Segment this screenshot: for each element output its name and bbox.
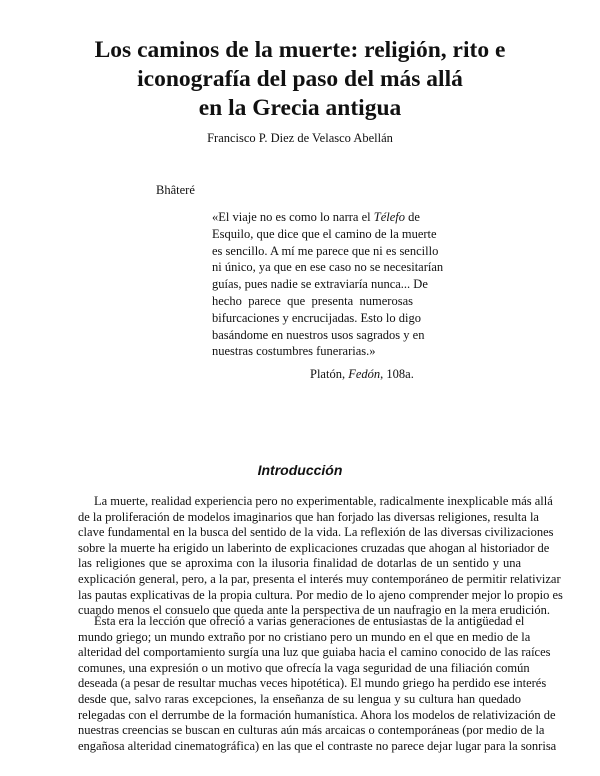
paragraph-line: clave fundamental en la busca del sentido de la vida. La reflexión de las diversas civilizaciones [78,525,554,540]
title-line: en la Grecia antigua [198,95,402,121]
paragraph-line: alteridad del comportamiento surgía una luz que guiaba hacia el camino conocido de las raíces [78,645,551,660]
paragraph-line: La muerte, realidad experiencia pero no experimentable, radicalmente inexplicable más allá [94,494,553,508]
body-paragraph [78,494,563,619]
epigraph-quote [212,209,444,360]
epigraph-line: es sencillo. A mí me parece que ni es sencillo [212,243,439,258]
epigraph-line: Esquilo, que dice que el camino de la muerte [212,226,437,241]
epigraph-line: basándome en nuestros usos sagrados y en [212,327,425,342]
document-title [40,36,560,123]
paragraph-line: cuando menos el consuelo que queda ante la perspectiva de un naufragio en la mera erudición. [78,603,551,618]
epigraph-line [212,209,420,226]
paragraph-line: sobre la muerte ha erigido un laberinto de explicaciones cruzadas que ahogan al historiador de [78,540,550,555]
paragraph-line: desde que, salvo raras excepciones, la enseñanza de su lengua y su cultura han quedado [78,691,521,706]
paragraph-line: de la proliferación de modelos imaginarios que han forjado las diversas religiones, resulta la [78,509,539,524]
paragraph-line: comunes, una expresión o un motivo que ofrecía la vaga seguridad de una filiación común [78,660,530,675]
epigraph-text: «El viaje no es como lo narra el [212,210,374,224]
section-heading: Introducción [257,462,343,478]
paragraph-line: las pautas explicativas de la propia cultura. Por medio de lo ajeno comprender mejor lo propio es [78,587,563,602]
paragraph-line: las religiones que se aproxima con la ilusoria finalidad de dotarlas de un sentido y una [78,556,521,571]
author-name: Francisco P. Diez de Velasco Abellán [207,131,393,145]
paragraph-line: mundo griego; un mundo extraño por no cristiano pero un mundo en el que en medio de la [78,629,531,644]
paragraph-line: nuestras creencias se buscan en culturas aún más arcaicas o contemporáneas (por medio de la [78,723,545,738]
epigraph-line: nuestras costumbres funerarias.» [212,344,376,359]
title-line: Los caminos de la muerte: religión, rito e [94,37,506,63]
epigraph-attribution [310,367,414,382]
epigraph-line: hecho parece que presenta numerosas [212,293,413,308]
attribution-work: Fedón [348,367,381,381]
epigraph-text: de [405,210,420,224]
epigraph-work-title: Télefo [373,210,405,224]
body-paragraph [78,614,557,754]
epigraph-line: bifurcaciones y encrucijadas. Esto lo digo [212,310,421,325]
paragraph-line: deseada (a pesar de resultar muchas veces hipotética). El mundo griego ha perdido ese interés [78,676,547,691]
dedication: Bhâteré [156,183,195,197]
epigraph-line-1 [212,210,420,224]
paragraph-line: engañosa alteridad cinematográfica) en las que el contraste no parece dejar lugar para la sonrisa [78,738,557,753]
title-line: iconografía del paso del más allá [137,66,463,92]
paragraph-line: relegadas con el derrumbe de la formación humanística. Ahora los modelos de relativización de [78,707,556,722]
attribution-author: Platón, [310,367,349,381]
epigraph-line: ni único, ya que en ese caso no se necesitarían [212,260,444,275]
attribution-reference: , 108a. [380,367,414,381]
paragraph-line: explicación general, pero, a la par, presenta el interés muy contemporáneo de permitir relativizar [78,571,561,586]
epigraph-line: guías, pues nadie se extraviaría nunca... De [212,277,428,292]
paragraph-line: Ésta era la lección que ofreció a varias generaciones de entusiastas de la antigüedad el [94,614,525,628]
